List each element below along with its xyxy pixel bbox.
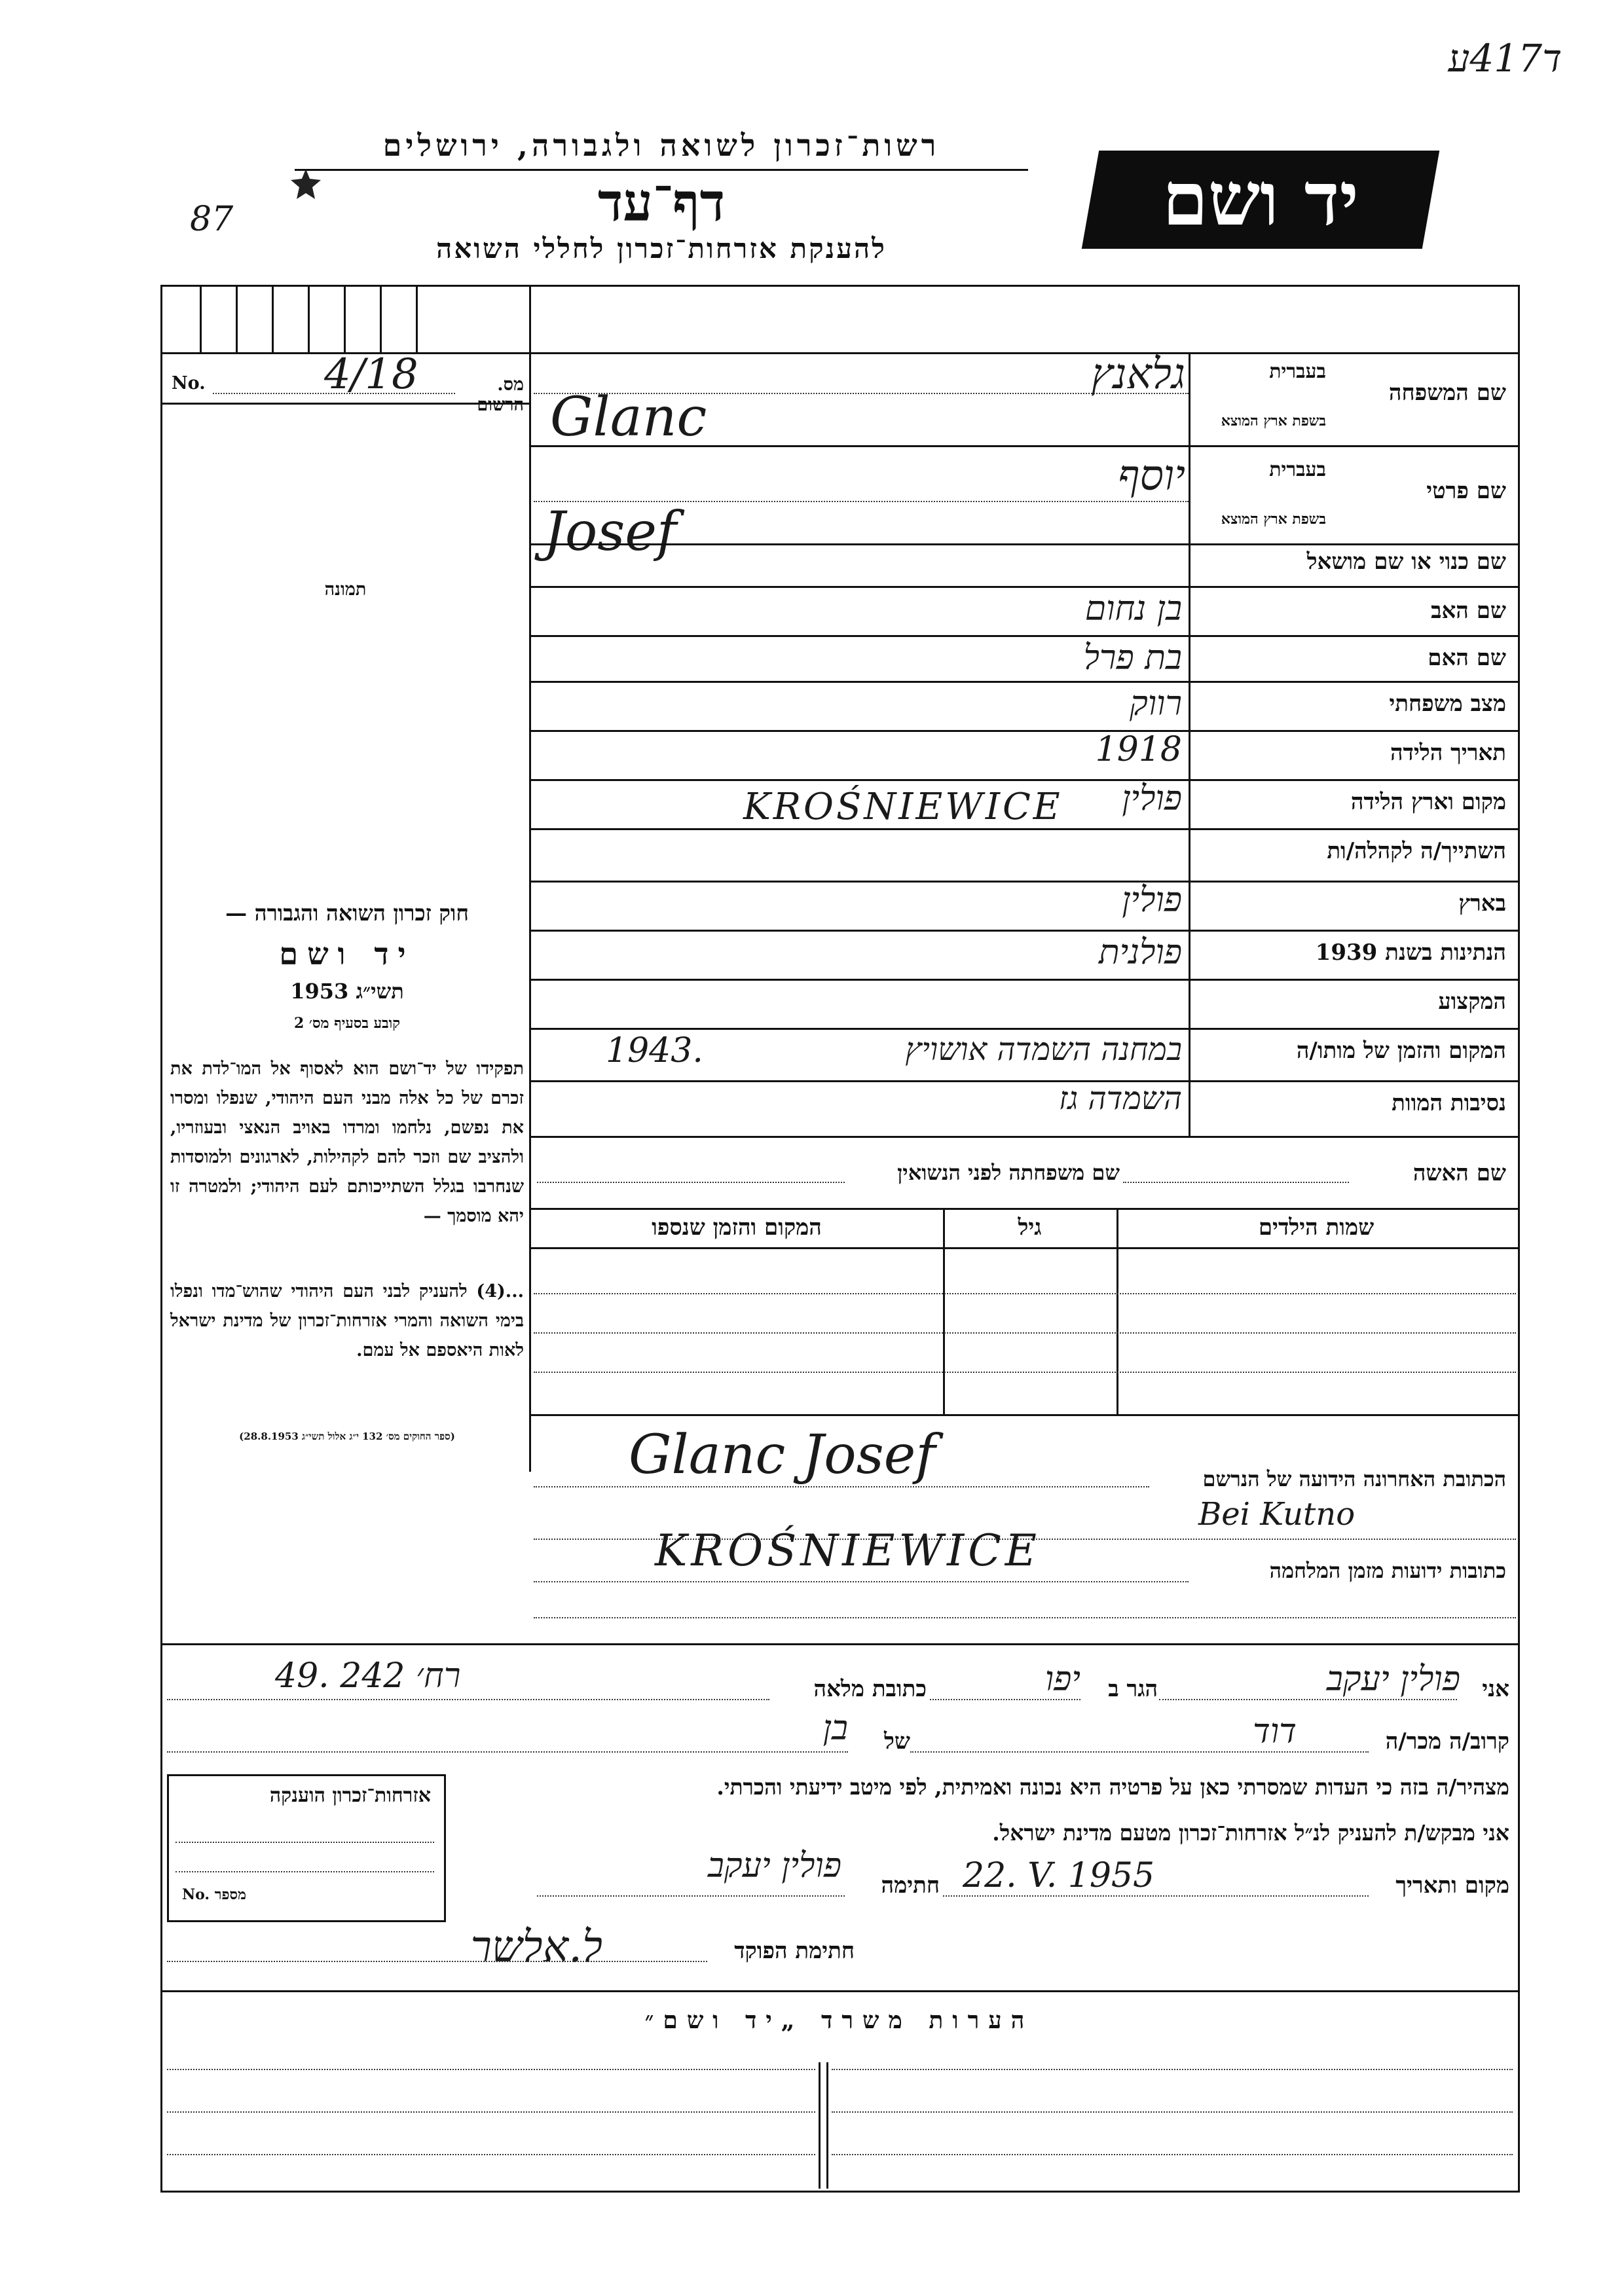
death-year-value: 1943.	[606, 1031, 703, 1070]
law-year: תשי״ג 1953	[290, 979, 404, 1004]
law-name: יד ושם	[279, 936, 415, 972]
family-name-label: שם המשפחה	[1388, 380, 1506, 406]
death-place-time-value: במחנה השמדה אושויץ	[905, 1031, 1182, 1068]
signature-label: חתימה	[881, 1872, 940, 1899]
notes-divider-2	[826, 2062, 828, 2189]
corner-note: ד417ע	[1448, 36, 1562, 81]
death-circumstances-label: נסיבות המוות	[1392, 1090, 1506, 1116]
family-name-sub-hebrew: בעברית	[1269, 360, 1326, 383]
country-value: פולין	[1122, 881, 1182, 920]
profession-label: המקצוע	[1438, 989, 1506, 1015]
first-name-hebrew-value: יוסף	[1118, 452, 1185, 500]
citizenship-box-number-label: No. מספר	[182, 1886, 247, 1903]
children-place-header: המקום והזמן שנספו	[652, 1214, 822, 1241]
birth-date-label: תאריך הלידה	[1390, 740, 1506, 766]
declarant-resides-label: הגר ב	[1108, 1676, 1158, 1702]
form-title: דף־עד	[597, 172, 726, 233]
birth-date-value: 1918	[1095, 730, 1182, 769]
marital-value: רווק	[1130, 684, 1182, 723]
form-subtitle: להענקת אזרחות־זכרון לחללי השואה	[436, 232, 887, 264]
declarant-statement-1: מצהיר/ה בזה כי העדות שמסרתי כאן על פרטיה היא נכונה ואמיתית, לפי מיטב ידיעתי והכרתי.	[716, 1774, 1509, 1800]
officer-signature-value: ל.אלשר	[470, 1922, 602, 1972]
first-name-label: שם פרטי	[1426, 478, 1506, 504]
page-number: 87	[190, 200, 234, 239]
nickname-label: שם כנוי או שם מושאל	[1306, 549, 1506, 575]
declarant-name-value: פולין יעקב	[1326, 1660, 1460, 1699]
wartime-address-label: כתובות ידועות מזמן המלחמה	[1269, 1558, 1506, 1583]
col-divider-left	[529, 352, 531, 1472]
logo-text: יד ושם	[1162, 156, 1359, 242]
authority-underline	[295, 169, 1028, 171]
reg-no-label: No.	[172, 373, 206, 393]
death-circumstances-value: השמדה גז	[1059, 1080, 1182, 1117]
citizenship-box	[167, 1774, 446, 1922]
birth-place-label: מקום וארץ הלידה	[1350, 789, 1506, 815]
law-citation: (ספר החוקים מס׳ 132 י״ג אלול תשי״ג 28.8.1953)	[239, 1430, 455, 1442]
last-address-label: הכתובת האחרונה הידועה של הנרשם	[1202, 1467, 1506, 1491]
reg-he-label: מס. הרשום	[477, 374, 524, 415]
children-names-header: שמות הילדים	[1258, 1214, 1375, 1241]
mother-label: שם האם	[1428, 645, 1506, 671]
law-title: חוק זכרון השואה והגבורה —	[225, 900, 469, 926]
country-label: בארץ	[1458, 890, 1506, 917]
wartime-address-value: KROŚNIEWICE	[655, 1525, 1041, 1576]
declarant-ani-label: אני	[1482, 1676, 1509, 1702]
officer-label: חתימת הפוקד	[734, 1938, 855, 1964]
family-name-origin-value: Glanc	[550, 386, 707, 448]
declarant-relation-label: קרוב/ה מכר/ה	[1385, 1728, 1509, 1755]
declarant-address-value: 49. רח׳ 242	[275, 1656, 461, 1696]
authority-line: רשות־זכרון לשואה ולגבורה, ירושלים	[382, 128, 940, 163]
declarant-address-label: כתובת מלאה	[813, 1676, 927, 1702]
col-divider-labels	[1189, 352, 1190, 1138]
birth-place-latin-value: KROŚNIEWICE	[743, 786, 1063, 828]
citizenship-box-title: אזרחות־זכרון הוענקה	[269, 1784, 431, 1807]
citizenship-label: הנתינות בשנת 1939	[1315, 939, 1506, 966]
first-name-sub-hebrew: בעברית	[1269, 458, 1326, 481]
reg-no-value: 4/18	[324, 350, 418, 399]
declarant-of-value: בן	[822, 1709, 848, 1748]
family-name-hebrew-value: גלאנץ	[1091, 350, 1185, 399]
father-value: בן נחום	[1084, 589, 1182, 629]
citizenship-value: פולנית	[1098, 933, 1182, 972]
family-name-sub-origin: בשפת ארץ המוצא	[1221, 412, 1326, 429]
office-notes-title: הערות משרד „יד ושם״	[644, 2007, 1034, 2034]
emblem-icon	[288, 167, 323, 202]
wife-label: שם האשה	[1412, 1160, 1506, 1186]
father-label: שם האב	[1431, 598, 1506, 624]
signature-value: פולין יעקב	[707, 1846, 841, 1886]
place-date-label: מקום ותאריך	[1395, 1872, 1509, 1899]
children-age-header: גיל	[1018, 1214, 1042, 1241]
law-paragraph-1: תפקידו של יד־ושם הוא לאסוף אל המו־לדת את זכרם של כל אלה מבני העם היהודי, שנפלו ומסרו את נפשם, נלחמו ומרדו באויב הנאצי ובעוזריו, ולהציב שם וזכר להם לקהילות, לארגונים ולמוסדות שנחרבו בגלל השתייכותם לעם היהודי; ולמטרה זו יהא מוסמך —	[170, 1059, 524, 1226]
declarant-statement-2: אני מבקש/ת להעניק לנ״ל אזרחות־זכרון מטעם מדינת ישראל.	[992, 1820, 1509, 1846]
declarant-relation-value: דוד	[1253, 1712, 1297, 1751]
last-address-value: Glanc Josef	[629, 1424, 936, 1486]
mother-value: בת פרל	[1083, 638, 1182, 678]
community-label: השתייך/ה לקהלה/ות	[1327, 838, 1506, 864]
children-col-2	[943, 1208, 945, 1414]
law-paragraph-2: ...(4) להעניק לבני העם היהודי שהוש־מדו ונפלו בימי השואה והמרי אזרחות־זכרון של מדינת ישראל לאות היאספם אל עמם.	[170, 1281, 524, 1360]
marital-label: מצב משפחתי	[1389, 691, 1506, 717]
death-place-time-label: המקום והזמן של מותו/ה	[1296, 1038, 1506, 1064]
notes-divider-1	[819, 2062, 821, 2189]
col-divider-top	[529, 285, 531, 354]
wife-maiden-label: שם משפחתה לפני הנשואין	[897, 1160, 1120, 1185]
yad-vashem-logo	[1082, 151, 1439, 249]
declarant-of-label: של	[884, 1728, 910, 1755]
last-address-extra: Bei Kutno	[1198, 1496, 1356, 1533]
declarant-city-value: יפו	[1044, 1660, 1080, 1699]
birth-place-value: פולין	[1122, 779, 1182, 818]
date-value: 22. V. 1955	[963, 1856, 1155, 1895]
children-col-1	[1116, 1208, 1118, 1414]
first-name-sub-origin: בשפת ארץ המוצא	[1221, 511, 1326, 528]
first-name-origin-value: Josef	[544, 501, 677, 563]
photo-label: תמונה	[324, 579, 367, 600]
law-section: קובע בסעיף מס׳ 2	[293, 1015, 401, 1032]
